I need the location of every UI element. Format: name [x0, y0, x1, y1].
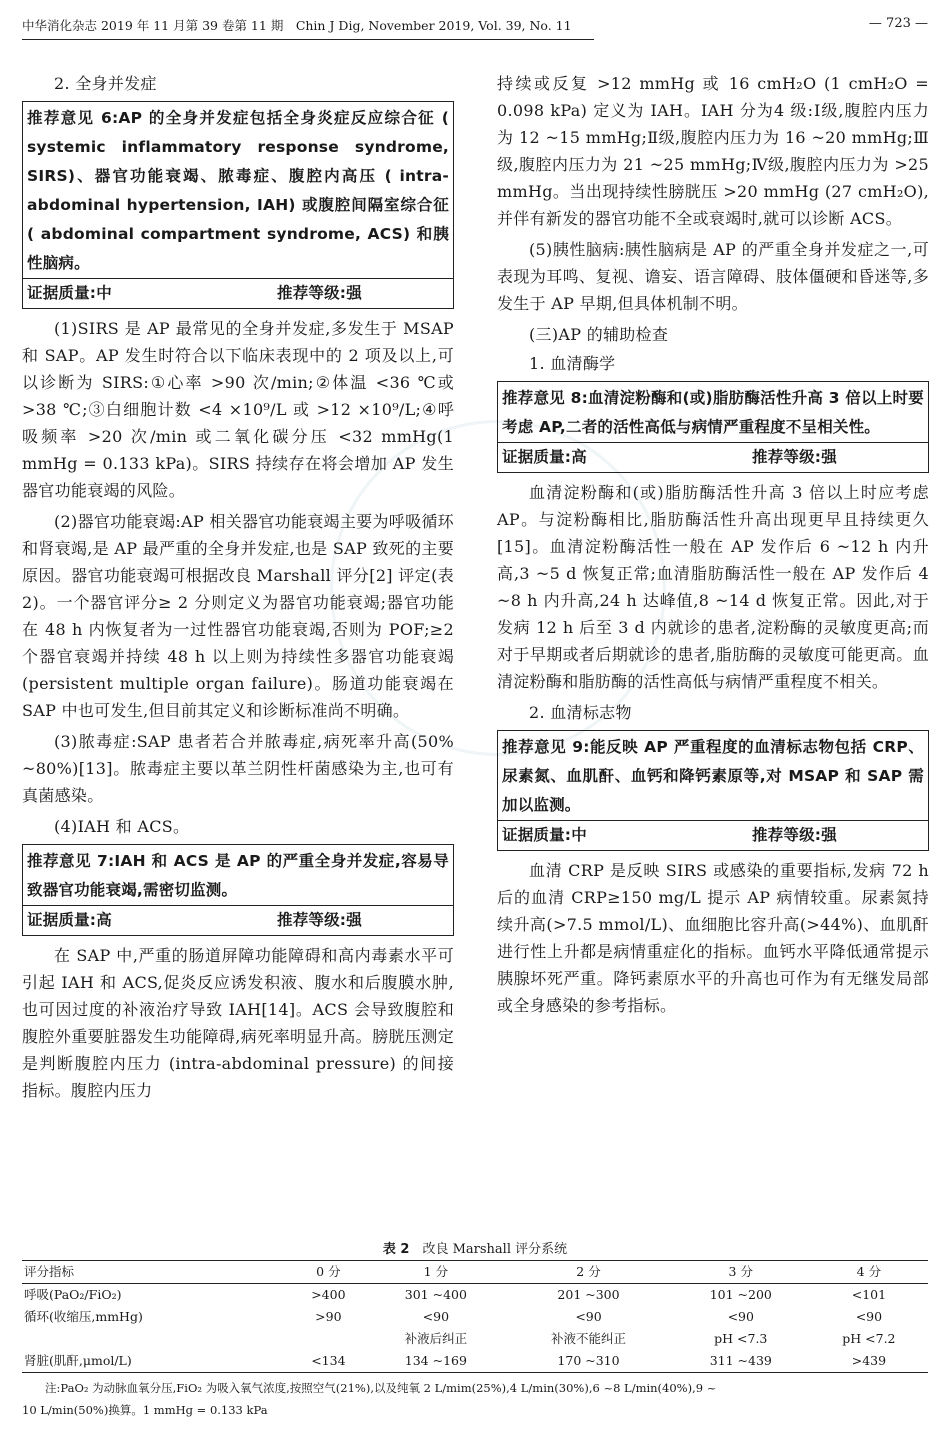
section-heading: 2. 全身并发症	[54, 74, 157, 93]
paragraph: 持续或反复 >12 mmHg 或 16 cmH₂O (1 cmH₂O = 0.098 kPa) 定义为 IAH。IAH 分为4 级:Ⅰ级,腹腔内压力为 12 ~15 mmHg;Ⅱ级,腹腔内压力为 16 ~20 mmHg;Ⅲ级,腹腔内压力为 21 ~25 mmHg;Ⅳ级,腹腔内压力为 >25 mmHg。当出现持续性膀胱压 >20 mmHg (27 cmH₂O),并伴有新发的器官功能不全或衰竭时,就可以诊断 ACS。	[497, 74, 929, 228]
table-label: 表 2	[382, 1242, 410, 1257]
table-header-cell: 0 分	[316, 1264, 341, 1279]
table-note: 注:PaO₂ 为动脉血氧分压,FiO₂ 为吸入氧气浓度,按照空气(21%),以及纯氧 2 L/mim(25%),4 L/min(30%),6 ~8 L/min(40%),9 ~	[45, 1381, 717, 1395]
paragraph: 血清 CRP 是反映 SIRS 或感染的重要指标,发病 72 h 后的血清 CRP≥150 mg/L 提示 AP 病情较重。尿素氮持续升高(>7.5 mmol/L)、血细胞比容升高(>44%)、血肌酐进行性上升都是病情重症化的指标。血钙水平降低通常提示胰腺坏死严重。降钙素原水平的升高也可作为有无继发局部或全身感染的参考指标。	[497, 861, 929, 1015]
right-column	[497, 70, 929, 1023]
table-cell: <90	[575, 1309, 602, 1324]
recommendation-grade: 推荐等级:强	[277, 284, 362, 302]
paragraph: (2)器官功能衰竭:AP 相关器官功能衰竭主要为呼吸循环和肾衰竭,是 AP 最严重的全身并发症,也是 SAP 致死的主要原因。器官功能衰竭可根据改良 Marshall 评分[2] 评定(表 2)。一个器官评分≥ 2 分则定义为器官功能衰竭;器官功能在 48 h 内恢复者为一过性器官功能衰竭,否则为 POF;≥2 个器官衰竭并持续 48 h 以上则为持续性多器官功能衰竭 (persistent multiple organ failure)。肠道功能衰竭在 SAP 中也可发生,但目前其定义和诊断标准尚不明确。	[22, 512, 454, 720]
recommendation-footer	[23, 278, 453, 308]
evidence-quality: 证据质量:高	[27, 911, 112, 929]
recommendation-grade: 推荐等级:强	[277, 911, 362, 929]
table-cell: 134 ~169	[404, 1353, 467, 1368]
recommendation-text: 推荐意见 8:血清淀粉酶和(或)脂肪酶活性升高 3 倍以上时要考虑 AP,二者的活性高低与病情严重程度不呈相关性。	[502, 389, 924, 436]
table-header-cell: 2 分	[576, 1264, 601, 1279]
table-cell	[22, 1328, 290, 1350]
table-cell: 补液不能纠正	[551, 1331, 627, 1346]
table-cell: 呼吸(PaO₂/FiO₂)	[24, 1287, 122, 1302]
recommendation-text: 推荐意见 9:能反映 AP 严重程度的血清标志物包括 CRP、尿素氮、血肌酐、血钙和降钙素原等,对 MSAP 和 SAP 需加以监测。	[502, 738, 924, 814]
table-header-cell: 1 分	[423, 1264, 449, 1279]
table-cell: <101	[851, 1287, 887, 1302]
table-row	[22, 1284, 928, 1307]
evidence-quality: 证据质量:高	[502, 448, 587, 466]
table-row	[22, 1328, 928, 1350]
table-cell: 补液后纠正	[404, 1331, 468, 1346]
recommendation-footer	[498, 442, 928, 472]
table-cell: <90	[422, 1309, 450, 1324]
page-number: — 723 —	[868, 16, 928, 31]
table-cell: <134	[311, 1353, 346, 1368]
running-header	[22, 14, 928, 40]
recommendation-6	[22, 101, 454, 309]
table-caption	[22, 1238, 928, 1257]
table-cell: 101 ~200	[709, 1287, 772, 1302]
table-cell: >439	[851, 1353, 887, 1368]
paragraph: (4)IAH 和 ACS。	[54, 817, 190, 836]
table-header-cell: 评分指标	[24, 1264, 75, 1279]
table-cell: <90	[727, 1309, 754, 1324]
recommendation-grade: 推荐等级:强	[752, 448, 837, 466]
evidence-quality: 证据质量:中	[502, 826, 587, 844]
recommendation-footer	[23, 905, 453, 935]
table-cell: pH <7.2	[842, 1331, 896, 1346]
table-header-cell: 3 分	[728, 1264, 753, 1279]
table-name: 改良 Marshall 评分系统	[422, 1242, 568, 1257]
subsection-heading: 1. 血清酶学	[529, 354, 616, 373]
table-cell: 301 ~400	[404, 1287, 467, 1302]
table-cell: 170 ~310	[557, 1353, 620, 1368]
table-cell: 311 ~439	[709, 1353, 772, 1368]
recommendation-grade: 推荐等级:强	[752, 826, 837, 844]
table-cell: <90	[855, 1309, 883, 1324]
marshall-score-table	[22, 1260, 928, 1373]
table-row	[22, 1350, 928, 1373]
evidence-quality: 证据质量:中	[27, 284, 112, 302]
table-row	[22, 1306, 928, 1328]
paragraph: 血清淀粉酶和(或)脂肪酶活性升高 3 倍以上时应考虑 AP。与淀粉酶相比,脂肪酶活性升高出现更早且持续更久[15]。血清淀粉酶活性一般在 AP 发作后 6 ~12 h 内升高,3 ~5 d 恢复正常;血清脂肪酶活性一般在 AP 发作后 4 ~8 h 内升高,24 h 达峰值,8 ~14 d 恢复正常。因此,对于发病 12 h 后至 3 d 内就诊的患者,淀粉酶的灵敏度更高;而对于早期或者后期就诊的患者,脂肪酶的灵敏度可能更高。血清淀粉酶和脂肪酶的活性高低与病情严重程度不相关。	[497, 483, 929, 691]
subsection-heading: 2. 血清标志物	[529, 703, 632, 722]
table-cell: 肾脏(肌酐,μmol/L)	[24, 1353, 132, 1368]
table-cell: >90	[315, 1309, 342, 1324]
marshall-table-block	[22, 1238, 928, 1421]
table-note-continued: 10 L/min(50%)换算。1 mmHg = 0.133 kPa	[22, 1403, 268, 1417]
paragraph: 在 SAP 中,严重的肠道屏障功能障碍和高内毒素水平可引起 IAH 和 ACS,促炎反应诱发积液、腹水和后腹膜水肿,也可因过度的补液治疗导致 IAH[14]。ACS 会导致腹腔和腹腔外重要脏器发生功能障碍,病死率明显升高。膀胱压测定是判断腹腔内压力 (intra-abdominal pressure) 的间接指标。腹腔内压力	[22, 946, 454, 1100]
paragraph: (3)脓毒症:SAP 患者若合并脓毒症,病死率升高(50% ~80%)[13]。脓毒症主要以革兰阴性杆菌感染为主,也可有真菌感染。	[22, 732, 454, 805]
recommendation-text: 推荐意见 6:AP 的全身并发症包括全身炎症反应综合征 ( systemic inflammatory response syndrome, SIRS)、器官功能衰竭、脓毒症、腹腔内高压 ( intra-abdominal hypertension, IAH) 或腹腔间隔室综合征 ( abdominal compartment syndrome, ACS) 和胰性脑病。	[27, 109, 449, 272]
section-heading: (三)AP 的辅助检查	[529, 325, 669, 344]
recommendation-7	[22, 844, 454, 936]
journal-citation: 中华消化杂志 2019 年 11 月第 39 卷第 11 期 Chin J Dig, November 2019, Vol. 39, No. 11	[22, 16, 594, 40]
paragraph: (1)SIRS 是 AP 最常见的全身并发症,多发生于 MSAP 和 SAP。AP 发生时符合以下临床表现中的 2 项及以上,可以诊断为 SIRS:①心率 >90 次/min;②体温 <36 ℃或 >38 ℃;③白细胞计数 <4 ×10⁹/L 或 >12 ×10⁹/L;④呼吸频率 >20 次/min 或二氧化碳分压 <32 mmHg(1 mmHg = 0.133 kPa)。SIRS 持续存在将会增加 AP 发生器官功能衰竭的风险。	[22, 319, 454, 500]
table-header-row	[22, 1261, 928, 1284]
table-header-cell: 4 分	[856, 1264, 882, 1279]
recommendation-footer	[498, 820, 928, 850]
recommendation-text: 推荐意见 7:IAH 和 ACS 是 AP 的严重全身并发症,容易导致器官功能衰竭,需密切监测。	[27, 852, 449, 899]
recommendation-9	[497, 730, 929, 851]
table-cell: 循环(收缩压,mmHg)	[24, 1309, 143, 1324]
table-cell: >400	[311, 1287, 346, 1302]
table-cell: 201 ~300	[557, 1287, 620, 1302]
table-cell: pH <7.3	[714, 1331, 768, 1346]
paragraph: (5)胰性脑病:胰性脑病是 AP 的严重全身并发症之一,可表现为耳鸣、复视、谵妄、语言障碍、肢体僵硬和昏迷等,多发生于 AP 早期,但具体机制不明。	[497, 240, 929, 313]
table-cell	[290, 1328, 366, 1350]
left-column	[22, 70, 454, 1108]
recommendation-8	[497, 381, 929, 473]
